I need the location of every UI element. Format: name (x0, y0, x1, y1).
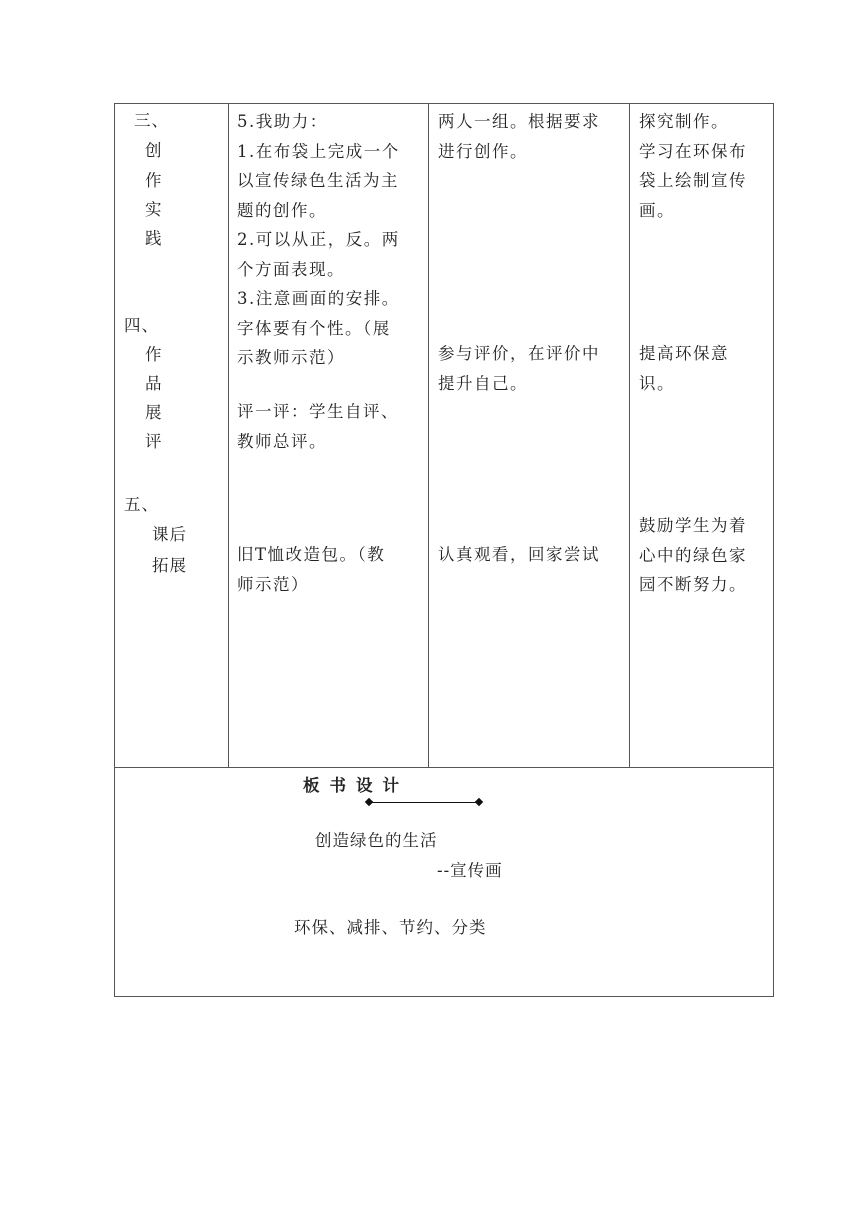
section-4-heading: 四、 (124, 316, 159, 335)
text-line: 心中的绿色家 (639, 545, 747, 565)
text-line: 提升自己。 (438, 373, 528, 393)
text-line: 探究制作。 (639, 112, 729, 131)
teacher-activity-block-3 (237, 540, 385, 599)
board-title: 创造绿色的生活 (315, 831, 438, 850)
section-3-char: 作 (145, 171, 163, 190)
text-line: 3.注意画面的安排。 (237, 289, 400, 308)
text-line: 园不断努力。 (639, 575, 747, 594)
text-line: 进行创作。 (438, 141, 528, 161)
column-divider-3 (629, 103, 630, 767)
text-line: 两人一组。根据要求 (438, 112, 600, 131)
text-line: 教师总评。 (237, 431, 327, 451)
section-3-char: 实 (145, 200, 163, 219)
text-line: 学习在环保布 (639, 141, 747, 161)
teacher-activity-block-2 (237, 397, 399, 456)
teacher-activity-block-1 (237, 107, 400, 373)
text-line: 参与评价，在评价中 (438, 344, 600, 363)
section-4-char: 展 (145, 403, 163, 422)
board-divider (114, 767, 774, 768)
section-4-char: 评 (145, 432, 163, 451)
text-line: 认真观看，回家尝试 (438, 545, 600, 564)
text-line: 题的创作。 (237, 200, 327, 220)
text-line: 示教师示范） (237, 348, 345, 367)
text-line: 提高环保意 (639, 344, 729, 363)
board-heading: 板书设计 (303, 776, 409, 795)
column-divider-2 (428, 103, 429, 767)
text-line: 以宣传绿色生活为主 (237, 171, 399, 190)
heading-underline (369, 802, 481, 803)
text-line: 评一评：学生自评、 (237, 402, 399, 421)
section-4-char: 作 (145, 345, 163, 364)
text-line: 2.可以从正，反。两 (237, 230, 400, 249)
text-line: 1.在布袋上完成一个 (237, 141, 400, 161)
text-line: 师示范） (237, 574, 309, 594)
text-line: 5.我助力： (237, 112, 328, 131)
board-keywords: 环保、减排、节约、分类 (294, 918, 487, 937)
section-3-heading: 三、 (134, 111, 169, 130)
section-3-char: 创 (145, 141, 163, 160)
text-line: 旧T恤改造包。（教 (237, 545, 386, 564)
design-intent-block-3 (639, 511, 747, 600)
section-5-line: 课后 (152, 525, 187, 544)
student-activity-block-2 (438, 339, 600, 398)
design-intent-block-1 (639, 107, 747, 225)
board-subtitle: --宣传画 (437, 861, 503, 880)
text-line: 字体要有个性。（展 (237, 318, 391, 338)
student-activity-block-3 (438, 540, 600, 570)
text-line: 袋上绘制宣传 (639, 171, 747, 190)
section-4-char: 品 (145, 374, 163, 393)
section-5-heading: 五、 (124, 495, 159, 514)
student-activity-block-1 (438, 107, 600, 166)
column-divider-1 (228, 103, 229, 767)
section-3-char: 践 (145, 229, 163, 248)
text-line: 识。 (639, 373, 675, 393)
section-5-line: 拓展 (152, 556, 187, 575)
text-line: 鼓励学生为着 (639, 516, 747, 535)
text-line: 个方面表现。 (237, 259, 345, 279)
text-line: 画。 (639, 200, 675, 220)
design-intent-block-2 (639, 339, 729, 398)
